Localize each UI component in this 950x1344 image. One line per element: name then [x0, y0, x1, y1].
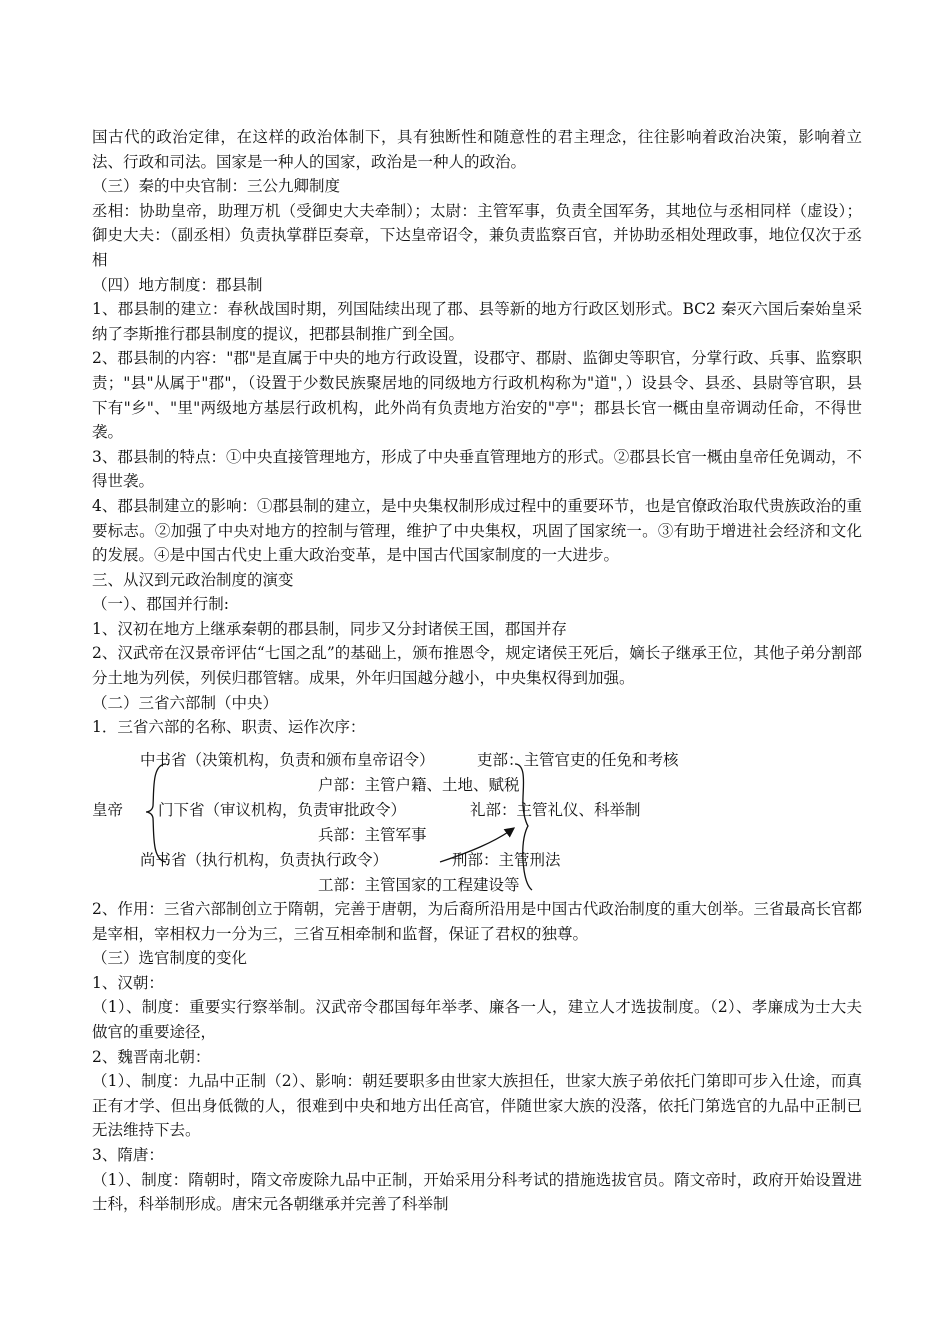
section-heading: （四）地方制度：郡县制 [92, 275, 263, 294]
menxia-label: 门下省（审议机构，负责审批政令） [158, 801, 407, 819]
paragraph: 2、汉武帝在汉景帝评估“七国之乱”的基础上，颁布推恩令，规定诸侯王死后，嫡长子继承王位，其他子弟分割部分土地为列侯，列侯归郡管辖。成果，外年归国越分越小，中央集权得到加强。 [92, 644, 862, 688]
ministry-xing: 刑部：主管刑法 [452, 851, 561, 869]
chapter-heading: 三、从汉到元政治制度的演变 [92, 570, 294, 589]
paragraph: 3、隋唐： [92, 1145, 164, 1164]
ministry-li: 吏部：主管官吏的任免和考核 [477, 751, 679, 769]
paragraph: 3、郡县制的特点：①中央直接管理地方，形成了中央垂直管理地方的形式。②郡县长官一概由皇帝任免调动，不得世袭。 [92, 447, 862, 491]
paragraph: （1）、制度：九品中正制（2）、影响：朝廷要职多由世家大族担任，世家大族子弟依托门第即可步入仕途，而真正有才学、但出身低微的人，很难到中央和地方出任高官，伴随世家大族的没落，依托门第选官的九品中正制已无法维持下去。 [92, 1072, 862, 1140]
section-heading: （三）选官制度的变化 [92, 949, 248, 968]
paragraph: 1、郡县制的建立：春秋战国时期，列国陆续出现了郡、县等新的地方行政区划形式。BC2 秦灭六国后秦始皇采纳了李斯推行郡县制度的提议，把郡县制推广到全国。 [92, 300, 862, 343]
section-heading: （一）、郡国并行制: [92, 595, 229, 614]
zhongshu-label: 中书省（决策机构，负责和颁布皇帝诏令） [140, 751, 435, 769]
ministry-bing: 兵部：主管军事 [318, 826, 427, 844]
section-heading: （二）三省六部制（中央） [92, 693, 279, 712]
paragraph: 丞相：协助皇帝，助理万机（受御史大夫牵制）；太尉：主管军事，负责全国军务，其地位与丞相同样（虚设）；御史大夫：（副丞相）负责执掌群臣奏章，下达皇帝诏令，兼负责监察百官，并协助丞相处理政事，地位仅次于丞相 [92, 201, 862, 269]
paragraph: （1）、制度：重要实行察举制。汉武帝令郡国每年举孝、廉各一人，建立人才选拔制度。（2）、孝廉成为士大夫做官的重要途径， [92, 998, 862, 1041]
ministry-rites: 礼部：主管礼仪、科举制 [470, 801, 641, 819]
paragraph: 2、作用：三省六部制创立于隋朝，完善于唐朝，为后裔所沿用是中国古代政治制度的重大创举。三省最高长官都是宰相，宰相权力一分为三，三省互相牵制和监督，保证了君权的独尊。 [92, 900, 862, 943]
ministry-hu: 户部：主管户籍、土地、赋税 [318, 776, 520, 794]
paragraph: 国古代的政治定律，在这样的政治体制下，具有独断性和随意性的君主理念，往往影响着政治决策，影响着立法、行政和司法。国家是一种人的国家，政治是一种人的政治。 [92, 128, 862, 171]
bottom-text-block [92, 897, 862, 1217]
paragraph: 1、汉朝： [92, 973, 164, 992]
paragraph: （1）、制度：隋朝时，隋文帝废除九品中正制，开始采用分科考试的措施选拔官员。隋文帝时，政府开始设置进士科，科举制形成。唐宋元各朝继承并完善了科举制 [92, 1170, 862, 1214]
paragraph: 1、汉初在地方上继承秦朝的郡县制，同步又分封诸侯王国，郡国并存 [92, 619, 567, 638]
paragraph: 2、魏晋南北朝： [92, 1047, 211, 1066]
paragraph: 4、郡县制建立的影响：①郡县制的建立，是中央集权制形成过程中的重要环节，也是官僚政治取代贵族政治的重要标志。②加强了中央对地方的控制与管理，维护了中央集权，巩固了国家统一。③有助于增进社会经济和文化 的发展。④是中国古代史上重大政治变革，是中国古代国家制度的一大进步。 [92, 496, 862, 565]
ministry-gong: 工部：主管国家的工程建设等 [318, 876, 520, 894]
shangshu-label: 尚书省（执行机构，负责执行政令） [140, 851, 389, 869]
paragraph: 2、郡县制的内容："郡"是直属于中央的地方行政设置，设郡守、郡尉、监御史等职官，分掌行政、兵事、监察职责；"县"从属于"郡"，（设置于少数民族聚居地的同级地方行政机构称为"道"，）设县令、县丞、县尉等官职，县下有"乡"、"里"两级地方基层行政机构，此外尚有负责地方治安的"亭"；郡县长官一概由皇帝调动任命，不得世袭。 [92, 349, 862, 442]
top-text-block [92, 125, 862, 740]
paragraph: 1．三省六部的名称、职责、运作次序： [92, 718, 366, 737]
section-heading: （三）秦的中央官制：三公九卿制度 [92, 177, 341, 196]
emperor-label: 皇帝 [92, 801, 124, 819]
